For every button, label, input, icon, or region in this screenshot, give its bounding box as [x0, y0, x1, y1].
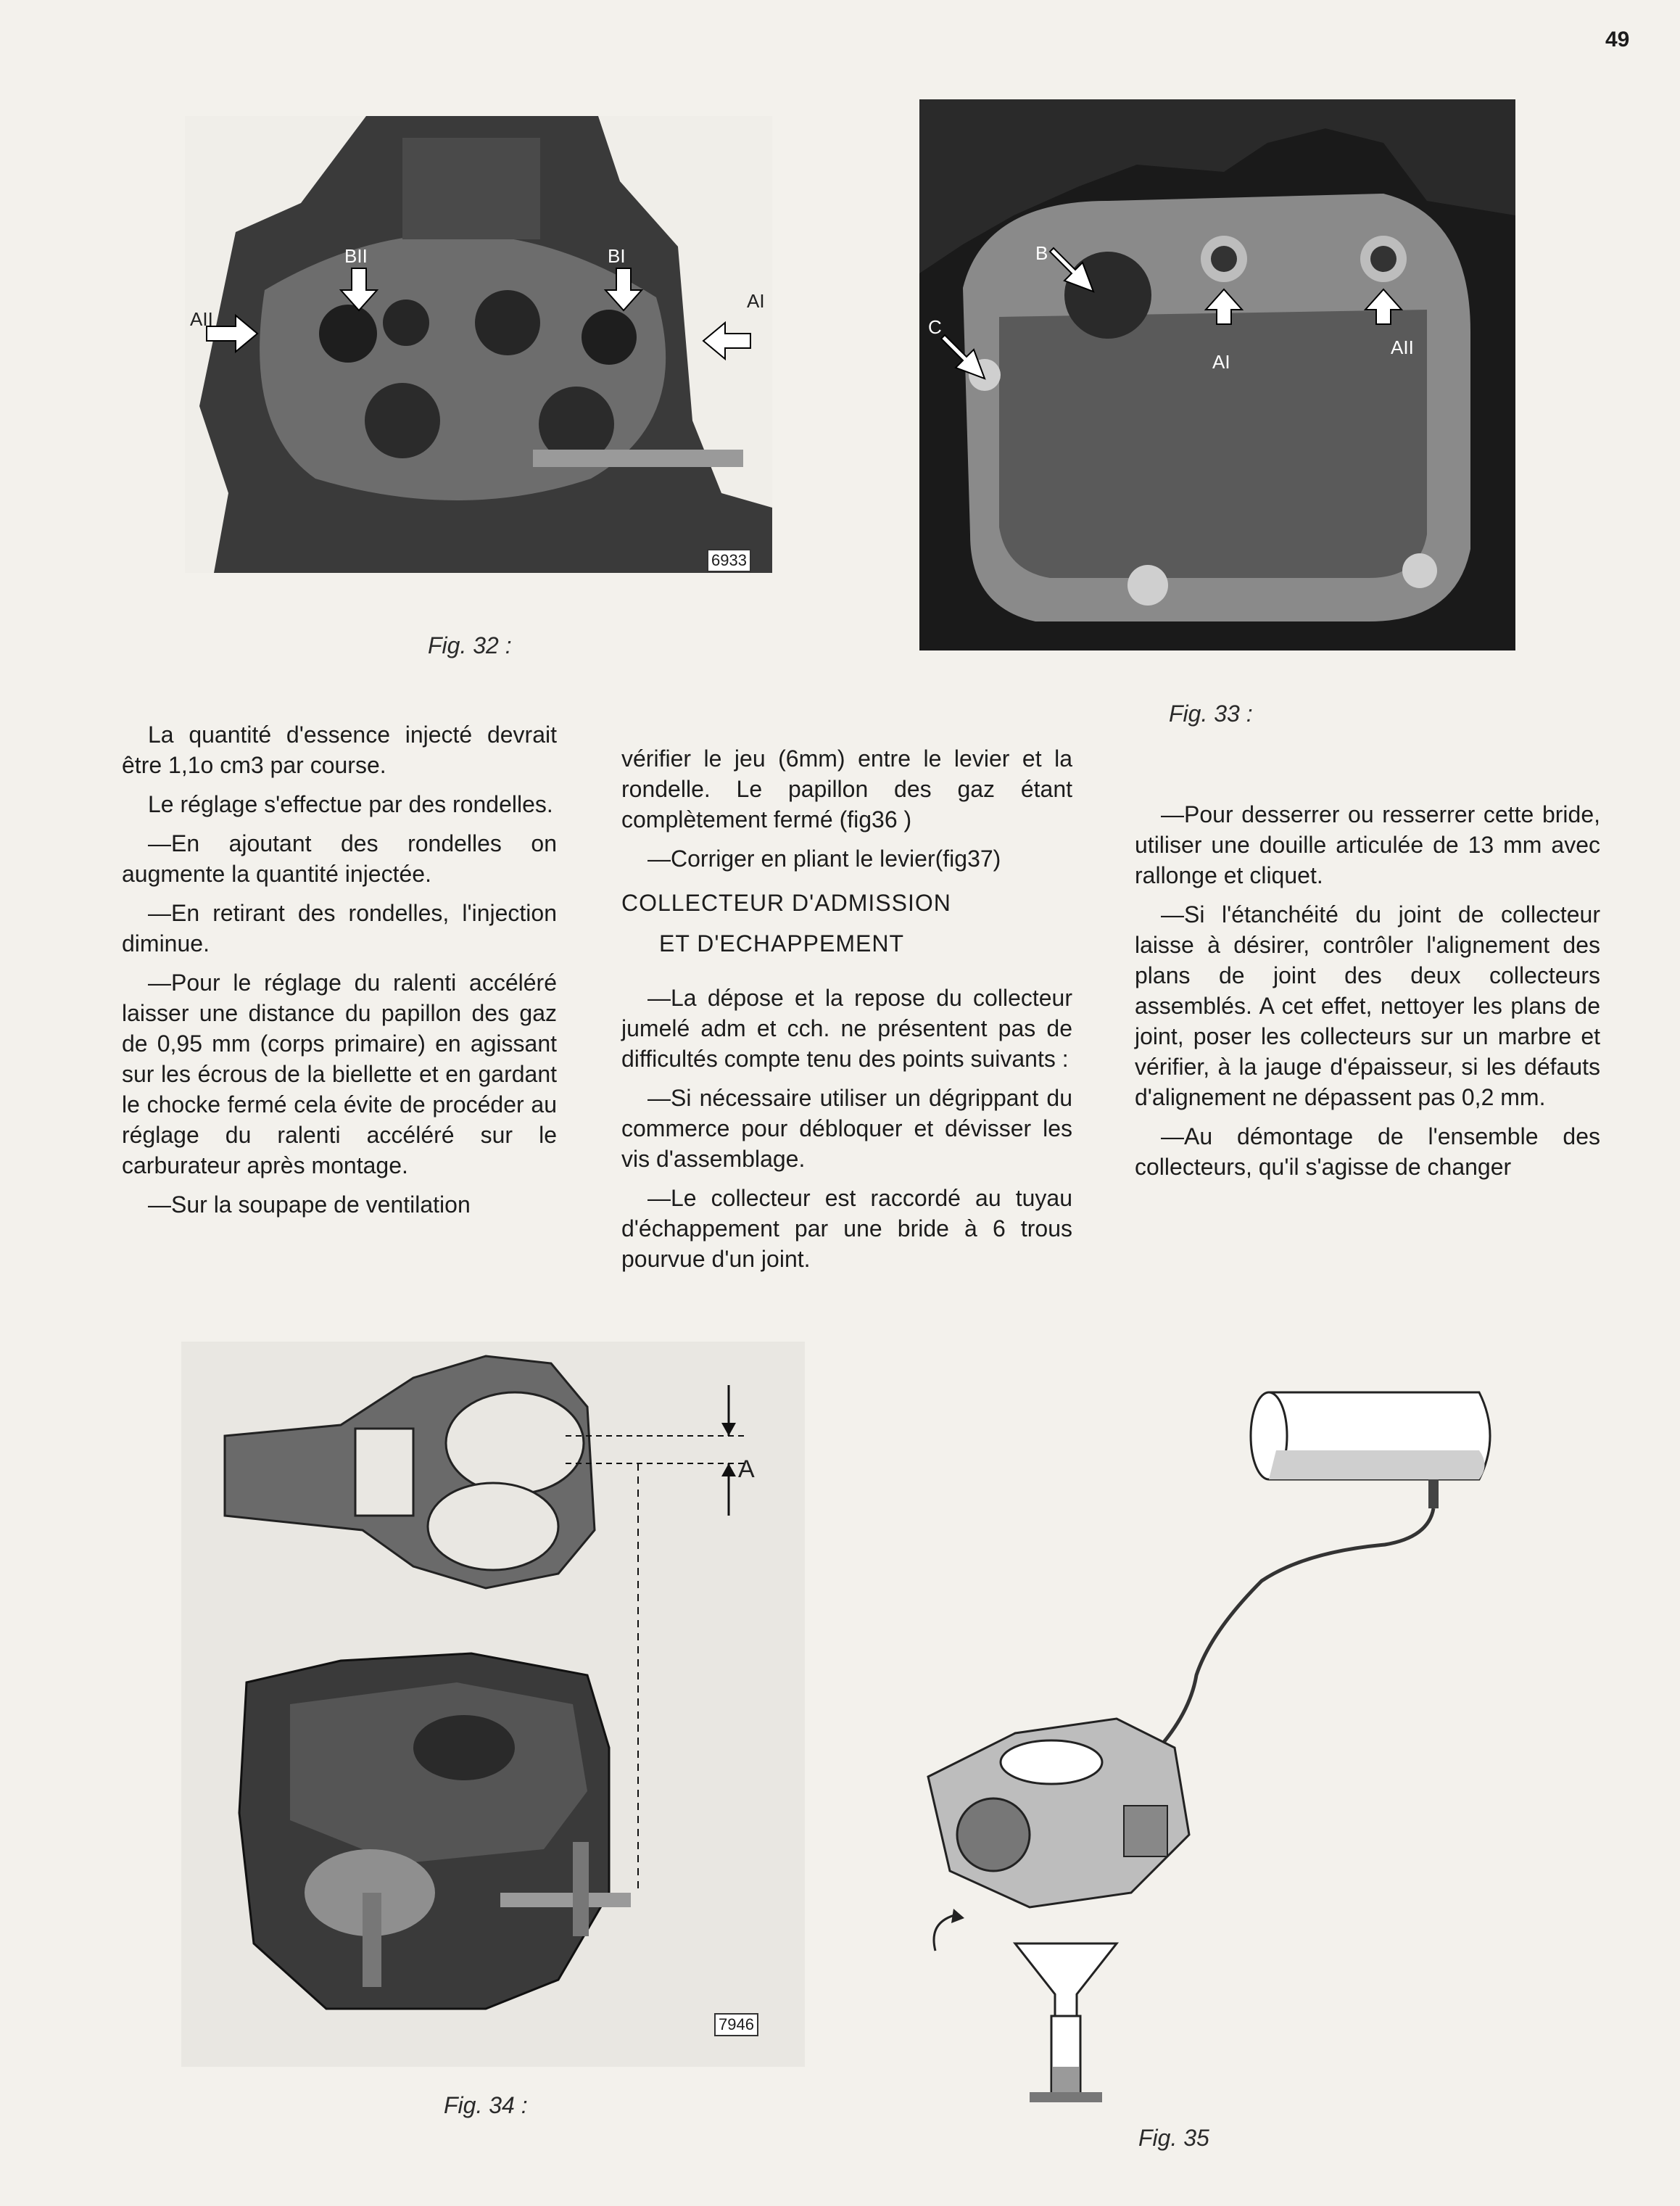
fig33-manifold-image	[919, 99, 1515, 650]
fig33-label-b: B	[1035, 242, 1048, 264]
fig32-label-a2: AII	[190, 308, 213, 330]
paragraph: —Pour le réglage du ralenti accéléré laisser une distance du papillon des gaz de 0,95 mm (corps primaire) en agissant sur les écrous de la biellette et en gardant le chocke fermé cela évite de procéder au réglage du ralenti accéléré sur le carburateur après montage.	[122, 970, 557, 1178]
fig32-label-b1: BI	[608, 245, 626, 267]
text-column-2	[621, 743, 1072, 1283]
text-column-1	[122, 719, 557, 1228]
paragraph: La quantité d'essence injecté devrait être 1,1o cm3 par course.	[122, 722, 557, 778]
fig34-illustration	[181, 1342, 805, 2067]
section-heading-line-2: ET D'ECHAPPEMENT	[659, 930, 905, 957]
fig34-caption: Fig. 34 :	[444, 2092, 528, 2118]
paragraph: —Corriger en pliant le levier(fig37)	[647, 846, 1001, 872]
paragraph: —Si nécessaire utiliser un dégrippant du commerce pour débloquer et dévisser les vis d'assemblage.	[621, 1085, 1072, 1172]
fig34-label-a: A	[738, 1455, 755, 1483]
paragraph: —La dépose et la repose du collecteur jumelé adm et cch. ne présentent pas de difficultés compte tenu des points suivants :	[621, 985, 1072, 1072]
fig32-photo	[185, 116, 772, 573]
fig33-label-a1: AI	[1212, 351, 1230, 373]
paragraph: —Pour desserrer ou resserrer cette bride, utiliser une douille articulée de 13 mm avec rallonge et cliquet.	[1135, 801, 1600, 888]
paragraph: Le réglage s'effectue par des rondelles.	[148, 791, 553, 817]
fig33-label-c: C	[928, 316, 942, 338]
text-column-3	[1135, 799, 1600, 1191]
fig35-caption: Fig. 35	[1138, 2125, 1209, 2151]
paragraph: —Si l'étanchéité du joint de collecteur laisse à désirer, contrôler l'alignement des plans de joint des deux collecteurs assemblés. A cet effet, nettoyer les plans de joint, poser les collecteurs sur un marbre et vérifier, à la jauge d'épaisseur, si les défauts d'alignement ne dépassent pas 0,2 mm.	[1135, 901, 1600, 1110]
fig34-ref-number: 7946	[714, 2013, 758, 2036]
paragraph: —Le collecteur est raccordé au tuyau d'échappement par une bride à 6 trous pourvue d'un joint.	[621, 1185, 1072, 1272]
fig35-injection-test-image	[885, 1371, 1523, 2110]
fig32-label-b2: BII	[344, 245, 368, 267]
fig32-caption: Fig. 32 :	[428, 632, 512, 658]
fig32-label-a1: AI	[747, 290, 765, 312]
fig34-gasket-carburetor-image	[181, 1342, 805, 2067]
fig35-illustration	[885, 1371, 1523, 2110]
paragraph: —Au démontage de l'ensemble des collecteurs, qu'il s'agisse de changer	[1135, 1123, 1600, 1180]
section-heading-line-1: COLLECTEUR D'ADMISSION	[621, 890, 951, 916]
fig33-label-a2: AII	[1391, 336, 1414, 358]
fig33-caption: Fig. 33 :	[1169, 701, 1253, 727]
paragraph: —En retirant des rondelles, l'injection diminue.	[122, 900, 557, 957]
paragraph: vérifier le jeu (6mm) entre le levier et la rondelle. Le papillon des gaz étant complètement fermé (fig36 )	[621, 745, 1072, 833]
paragraph: —Sur la soupape de ventilation	[148, 1191, 471, 1218]
paragraph: —En ajoutant des rondelles on augmente la quantité injectée.	[122, 830, 557, 887]
fig32-ref-number: 6933	[707, 549, 751, 572]
page-number: 49	[1605, 28, 1630, 51]
fig32-carburetor-image	[185, 116, 772, 573]
fig33-photo	[919, 99, 1515, 650]
